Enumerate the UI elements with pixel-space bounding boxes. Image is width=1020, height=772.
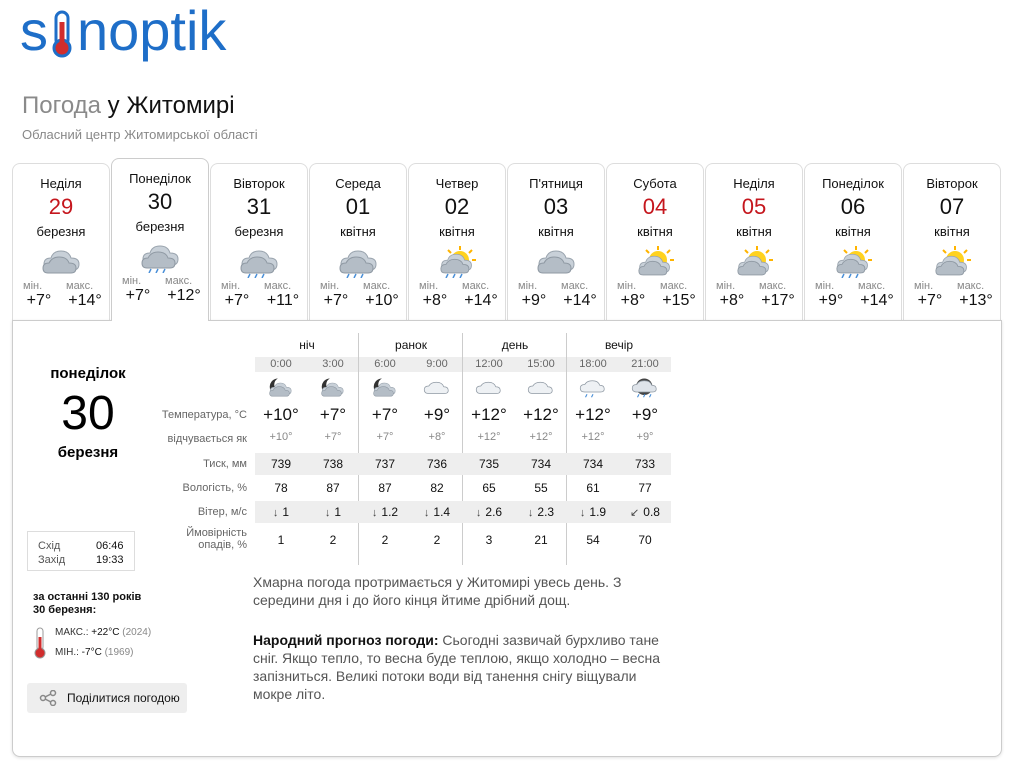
tab-max-label: макс. <box>264 280 292 292</box>
period-0: ніч <box>299 338 315 352</box>
stats-date: 30 березня: <box>33 604 97 616</box>
precip-cell: 2 <box>381 533 389 547</box>
sun-cloud-icon <box>933 246 973 278</box>
wind-cell <box>411 505 463 519</box>
tab-month: квітня <box>934 224 970 239</box>
tab-max-label: макс. <box>165 275 193 287</box>
tab-max-label: макс. <box>660 280 688 292</box>
temp-cell: +12° <box>471 405 507 424</box>
time-cell: 3:00 <box>322 358 344 370</box>
row-label-precip <box>153 527 255 551</box>
tab-max-label: макс. <box>759 280 787 292</box>
wind-speed: 1 <box>282 505 290 519</box>
sunset-label: Захід <box>38 554 66 566</box>
temp-cell: +7° <box>371 405 399 424</box>
wind-arrow-icon: ↓ <box>423 507 430 519</box>
humidity-cell: 78 <box>274 481 288 495</box>
sunrise-time: 06:46 <box>96 540 124 552</box>
wind-cell <box>255 505 307 519</box>
tab-weekday: Субота <box>633 176 677 191</box>
tab-weekday: Вівторок <box>233 176 285 191</box>
tab-weekday: Понеділок <box>129 171 191 186</box>
sunset-time: 19:33 <box>96 554 124 566</box>
tab-min-label: мін. <box>617 280 637 292</box>
night-cloudy-icon <box>266 376 296 402</box>
tab-max-label: макс. <box>363 280 391 292</box>
feels-cell: +9° <box>636 431 654 443</box>
period-divider <box>358 333 359 565</box>
temp-cell: +12° <box>575 405 611 424</box>
feels-cell: +10° <box>269 431 293 443</box>
svg-text:noptik: noptik <box>77 2 227 62</box>
title-city: у Житомирі <box>107 92 235 119</box>
tab-date: 01 <box>345 194 371 219</box>
tab-month: квітня <box>439 224 475 239</box>
stats-max <box>55 627 151 638</box>
temp-cell: +10° <box>263 405 299 424</box>
tab-min-temp: +9° <box>521 292 547 309</box>
humidity-cell: 65 <box>482 481 496 495</box>
wind-arrow-icon: ↓ <box>579 507 586 519</box>
stats-title: за останні 130 років <box>33 591 142 603</box>
tab-min-temp: +9° <box>818 292 844 309</box>
wind-arrow-icon: ↓ <box>324 507 331 519</box>
period-divider <box>462 333 463 565</box>
tab-month: квітня <box>835 224 871 239</box>
cloudy-rain-icon <box>339 246 379 278</box>
wind-speed: 1 <box>334 505 342 519</box>
tab-date: 29 <box>48 194 74 219</box>
wind-arrow-icon: ↓ <box>527 507 534 519</box>
tab-min-temp: +7° <box>125 287 151 304</box>
tab-date: 31 <box>246 194 272 219</box>
pressure-cell: 739 <box>270 457 292 471</box>
row-label-pressure: Тиск, мм <box>203 458 247 470</box>
wind-speed: 2.3 <box>537 505 555 519</box>
tab-month: квітня <box>736 224 772 239</box>
day-tab-02[interactable] <box>408 163 506 321</box>
tab-max-label: макс. <box>66 280 94 292</box>
tab-month: квітня <box>340 224 376 239</box>
pressure-cell: 736 <box>426 457 448 471</box>
stats-max-label: МАКС.: <box>55 627 89 638</box>
tab-max-temp: +13° <box>959 292 993 309</box>
historical-stats <box>33 591 152 658</box>
day-tab-06[interactable] <box>804 163 902 321</box>
period-divider <box>566 333 567 565</box>
light-rain-icon <box>578 376 608 402</box>
precip-cell: 2 <box>433 533 441 547</box>
temp-cell: +12° <box>523 405 559 424</box>
wind-cell <box>619 505 671 519</box>
day-tab-07[interactable] <box>903 163 1001 321</box>
tab-min-label: мін. <box>320 280 340 292</box>
cloudy-rain-icon <box>240 246 280 278</box>
selected-day <box>29 365 147 461</box>
period-1: ранок <box>395 338 427 352</box>
tab-month: березня <box>234 224 284 239</box>
tab-max-label: макс. <box>561 280 589 292</box>
wind-cell <box>463 505 515 519</box>
day-tabs <box>12 163 1002 323</box>
stats-min <box>55 647 133 658</box>
sinoptik-logo[interactable] <box>20 2 260 68</box>
humidity-cell: 55 <box>534 481 548 495</box>
tab-min-temp: +8° <box>719 292 745 309</box>
pressure-cell: 733 <box>634 457 656 471</box>
feels-cell: +12° <box>581 431 605 443</box>
wind-cell <box>515 505 567 519</box>
temp-cell: +9° <box>631 405 659 424</box>
tab-month: квітня <box>538 224 574 239</box>
folk-text: Сьогодні зазвичай бурхливо тане сніг. Якщо тепло, то весна буде теплою, якщо холодно – весна запізниться. Великі потоки води від танення снігу віщували мокре літо. <box>253 632 661 702</box>
tab-min-label: мін. <box>23 280 43 292</box>
stats-min-year: (1969) <box>104 647 134 658</box>
tab-weekday: Вівторок <box>926 176 978 191</box>
feels-cell: +12° <box>529 431 553 443</box>
page-subtitle: Обласний центр Житомирської області <box>22 127 258 142</box>
wind-speed: 1.2 <box>381 505 399 519</box>
wind-speed: 1.9 <box>589 505 607 519</box>
day-tab-30[interactable] <box>111 158 209 321</box>
tab-month: березня <box>135 219 185 234</box>
humidity-cell: 87 <box>326 481 340 495</box>
selected-month: березня <box>57 444 119 461</box>
wind-speed: 0.8 <box>643 505 660 519</box>
share-icon <box>39 690 57 706</box>
time-cell: 0:00 <box>270 358 292 370</box>
tab-max-temp: +14° <box>563 292 597 309</box>
precip-cell: 2 <box>329 533 337 547</box>
cloud-icon <box>474 376 504 402</box>
tab-max-label: макс. <box>858 280 886 292</box>
wind-arrow-icon: ↓ <box>475 507 482 519</box>
precip-cell: 70 <box>638 533 652 547</box>
day-tab-29[interactable] <box>12 163 110 321</box>
selected-date: 30 <box>61 387 115 440</box>
tab-date: 30 <box>147 189 173 214</box>
precip-label-2: опадів, % <box>198 539 247 551</box>
pressure-cell: 734 <box>582 457 604 471</box>
tab-min-temp: +7° <box>323 292 349 309</box>
share-button[interactable] <box>27 683 187 713</box>
rain-cloud-icon <box>630 376 660 402</box>
page-title <box>22 92 235 120</box>
tab-date: 02 <box>444 194 470 219</box>
tab-min-temp: +7° <box>917 292 943 309</box>
pressure-cell: 738 <box>322 457 344 471</box>
tab-month: березня <box>36 224 86 239</box>
tab-min-temp: +8° <box>620 292 646 309</box>
tab-weekday: Четвер <box>435 176 479 191</box>
tab-min-label: мін. <box>518 280 538 292</box>
time-cell: 9:00 <box>426 358 448 370</box>
precip-cell: 54 <box>586 533 600 547</box>
sun-times <box>27 531 135 571</box>
tab-max-temp: +11° <box>266 292 300 309</box>
night-cloudy-icon <box>370 376 400 402</box>
tab-weekday: Понеділок <box>822 176 884 191</box>
time-cell: 18:00 <box>579 358 607 370</box>
tab-min-label: мін. <box>914 280 934 292</box>
pressure-cell: 735 <box>478 457 500 471</box>
tab-min-temp: +8° <box>422 292 448 309</box>
tab-min-label: мін. <box>122 275 142 287</box>
cloud-icon <box>422 376 452 402</box>
tab-max-temp: +15° <box>662 292 696 309</box>
stats-max-year: (2024) <box>122 627 152 638</box>
svg-text:s: s <box>20 2 48 62</box>
wind-arrow-icon: ↙ <box>630 507 640 519</box>
tab-min-label: мін. <box>221 280 241 292</box>
wind-cell <box>307 505 359 519</box>
tab-max-temp: +12° <box>167 287 201 304</box>
tab-weekday: Неділя <box>733 176 775 191</box>
tab-max-temp: +17° <box>761 292 795 309</box>
time-cell: 15:00 <box>527 358 555 370</box>
time-cell: 12:00 <box>475 358 503 370</box>
night-cloudy-icon <box>318 376 348 402</box>
time-cell: 21:00 <box>631 358 659 370</box>
precip-cell: 1 <box>277 533 285 547</box>
humidity-cell: 87 <box>378 481 392 495</box>
day-tab-01[interactable] <box>309 163 407 321</box>
tab-min-temp: +7° <box>26 292 52 309</box>
tab-weekday: П'ятниця <box>529 176 583 191</box>
sun-cloud-rain-icon <box>438 246 478 278</box>
tab-min-label: мін. <box>815 280 835 292</box>
sun-cloud-rain-icon <box>834 246 874 278</box>
tab-max-temp: +10° <box>365 292 399 309</box>
precip-label-1: Ймовірність <box>186 527 247 539</box>
row-label-temp: Температура, °C <box>161 409 247 421</box>
day-tab-31[interactable] <box>210 163 308 321</box>
cloudy-rain-icon <box>141 241 181 273</box>
wind-cell <box>567 505 619 519</box>
tab-date: 06 <box>840 194 866 219</box>
sunrise-label: Схід <box>38 540 61 552</box>
temp-cell: +9° <box>423 405 451 424</box>
hourly-table <box>153 331 673 561</box>
tab-date: 03 <box>543 194 569 219</box>
feels-cell: +7° <box>324 431 342 443</box>
stats-min-value: -7°C <box>81 647 102 658</box>
stats-min-label: МІН.: <box>55 647 79 658</box>
period-2: день <box>501 338 529 352</box>
row-label-wind: Вітер, м/с <box>197 506 247 518</box>
cloud-icon <box>526 376 556 402</box>
period-3: вечір <box>604 338 634 352</box>
wind-arrow-icon: ↓ <box>272 507 279 519</box>
tab-date: 04 <box>642 194 668 219</box>
thermometer-icon <box>33 627 47 659</box>
day-tab-03[interactable] <box>507 163 605 321</box>
humidity-cell: 82 <box>430 481 444 495</box>
tab-date: 07 <box>939 194 965 219</box>
wind-arrow-icon: ↓ <box>371 507 378 519</box>
tab-date: 05 <box>741 194 767 219</box>
precip-cell: 3 <box>485 533 493 547</box>
wind-speed: 1.4 <box>433 505 451 519</box>
precip-cell: 21 <box>534 533 548 547</box>
row-label-feels: відчувається як <box>167 433 247 445</box>
tab-max-label: макс. <box>462 280 490 292</box>
feels-cell: +8° <box>428 431 446 443</box>
tab-min-label: мін. <box>419 280 439 292</box>
day-tab-05[interactable] <box>705 163 803 321</box>
feels-cell: +12° <box>477 431 501 443</box>
cloudy-icon <box>42 246 82 278</box>
share-label: Поділитися погодою <box>67 691 180 705</box>
pressure-cell: 734 <box>530 457 552 471</box>
tab-max-temp: +14° <box>68 292 102 309</box>
logo-wordmark <box>20 2 260 68</box>
row-label-humidity: Вологість, % <box>182 482 247 494</box>
wind-speed: 2.6 <box>485 505 503 519</box>
temp-cell: +7° <box>319 405 347 424</box>
tab-max-temp: +14° <box>464 292 498 309</box>
day-detail-panel <box>12 320 1002 757</box>
sun-cloud-icon <box>636 246 676 278</box>
folk-forecast <box>253 631 673 703</box>
title-prefix: Погода <box>22 92 101 119</box>
selected-weekday: понеділок <box>50 365 126 382</box>
tab-min-label: мін. <box>716 280 736 292</box>
humidity-cell: 77 <box>638 481 652 495</box>
day-tab-04[interactable] <box>606 163 704 321</box>
tab-max-label: макс. <box>957 280 985 292</box>
wind-cell <box>359 505 411 519</box>
folk-title: Народний прогноз погоди: <box>253 632 439 648</box>
humidity-cell: 61 <box>586 481 600 495</box>
stats-max-value: +22°C <box>91 627 120 638</box>
cloudy-icon <box>537 246 577 278</box>
pressure-cell: 737 <box>374 457 396 471</box>
tab-weekday: Середа <box>335 176 381 191</box>
sun-cloud-icon <box>735 246 775 278</box>
feels-cell: +7° <box>376 431 394 443</box>
tab-min-temp: +7° <box>224 292 250 309</box>
time-cell: 6:00 <box>374 358 396 370</box>
weather-description: Хмарна погода протримається у Житомирі увесь день. З середини дня і до його кінця йтиме дрібний дощ. <box>253 574 622 608</box>
tab-max-temp: +14° <box>860 292 894 309</box>
tab-weekday: Неділя <box>40 176 82 191</box>
tab-month: квітня <box>637 224 673 239</box>
